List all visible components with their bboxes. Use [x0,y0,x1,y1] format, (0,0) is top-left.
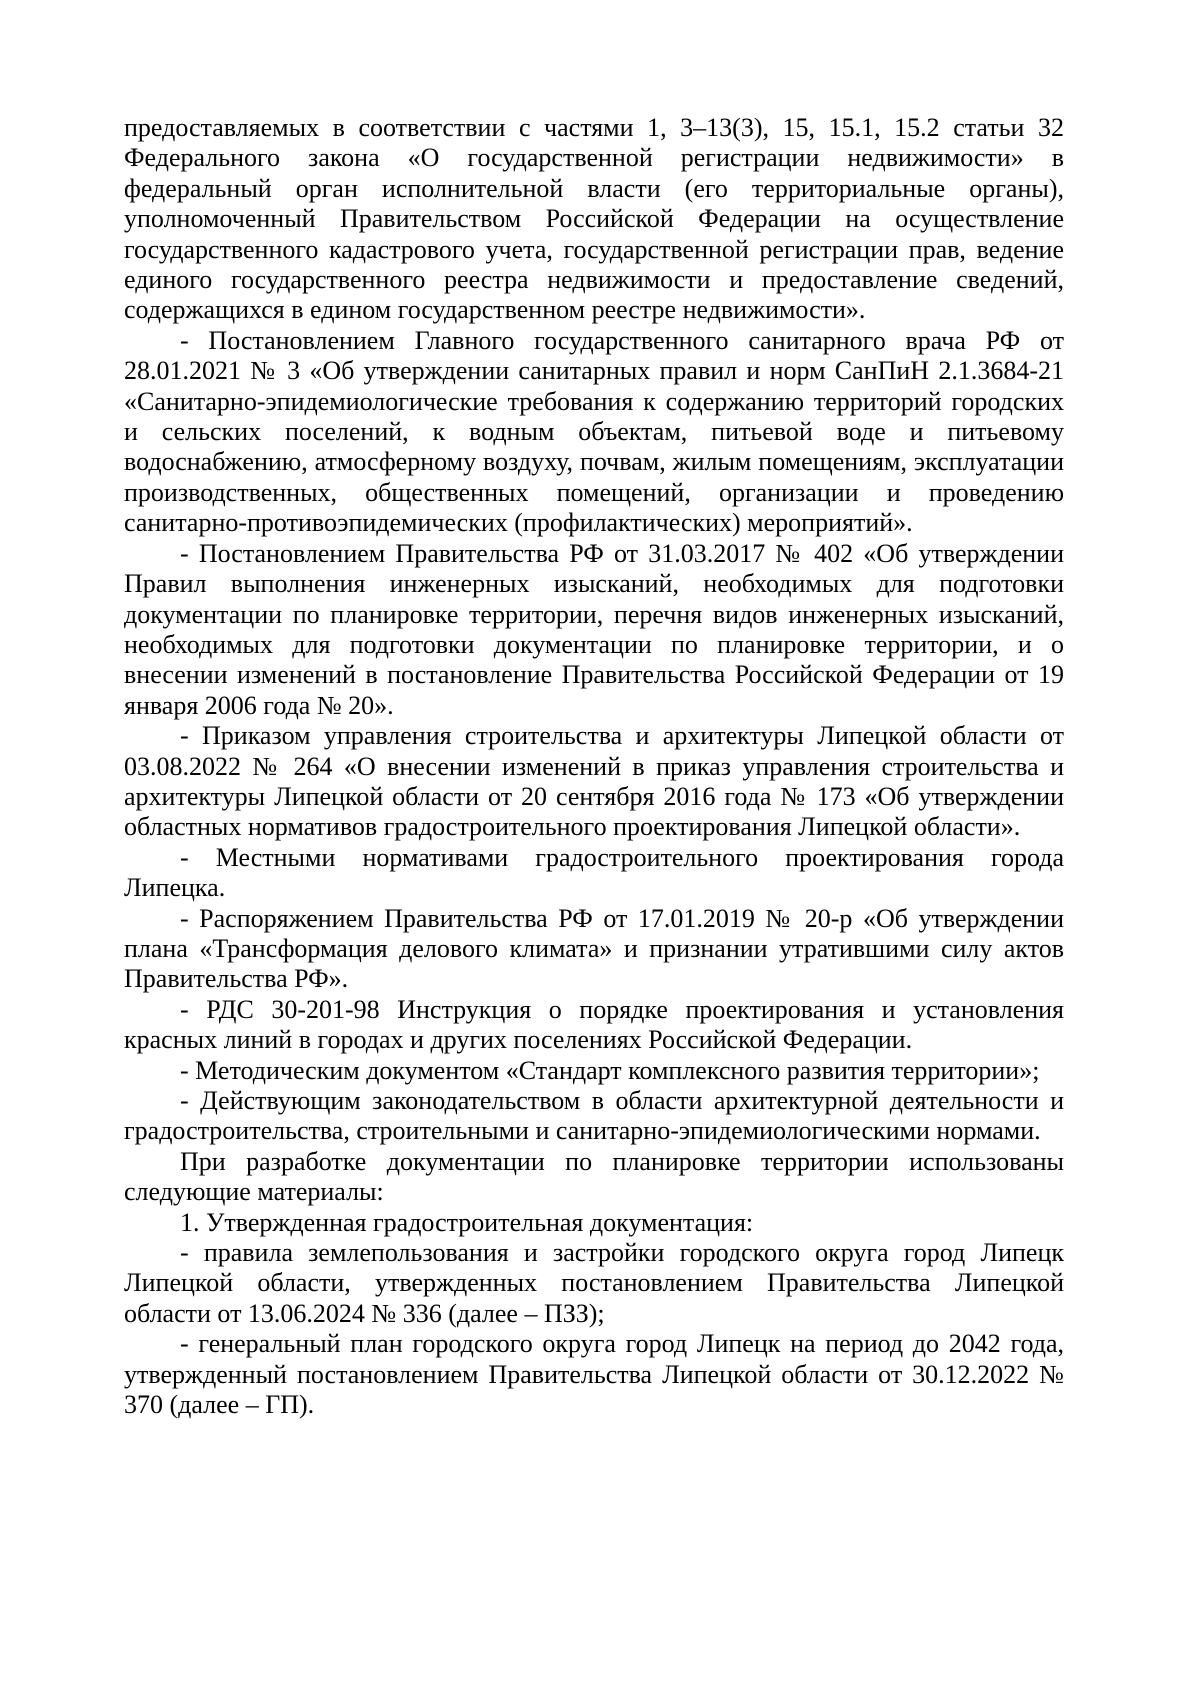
paragraph-engineering-surveys: - Постановлением Правительства РФ от 31.03.2017 № 402 «Об утверждении Правил выполнения инженерных изысканий, необходимых для подготовки документации по планировке территории, перечня видов инженерных изысканий, необходимых для подготовки документации по планировке территории, и о внесении изменений в постановление Правительства Российской Федерации от 19 января 2006 года № 20». [124,538,1064,720]
paragraph-pzz: - правила землепользования и застройки городского округа город Липецк Липецкой области, утвержденных постановлением Правительства Липецкой области от 13.06.2024 № 336 (далее – ПЗЗ); [124,1238,1064,1328]
paragraph-approved-docs: 1. Утвержденная градостроительная документация: [180,1207,754,1237]
paragraph-local-norms: - Местными нормативами градостроительного проектирования города Липецка. [124,842,1064,903]
paragraph-egrn-continuation: предоставляемых в соответствии с частями 1, 3–13(3), 15, 15.1, 15.2 статьи 32 Федерального закона «О государственной регистрации недвижимости» в федеральный орган исполнительной власти (его территориальные органы), уполномоченный Правительством Российской Федерации на осуществление государственного кадастрового учета, государственной регистрации прав, ведение единого государственного реестра недвижимости и предоставление сведений, содержащихся в едином государственном реестре недвижимости». [124,113,1064,325]
paragraph-business-climate: - Распоряжением Правительства РФ от 17.01.2019 № 20-р «Об утверждении плана «Трансформация делового климата» и признании утратившими силу актов Правительства РФ». [124,903,1064,994]
paragraph-sanpin: - Постановлением Главного государственного санитарного врача РФ от 28.01.2021 № 3 «Об утверждении санитарных правил и норм СанПиН 2.1.3684-21 «Санитарно-эпидемиологические требования к содержанию территорий городских и сельских поселений, к водным объектам, питьевой воде и питьевому водоснабжению, атмосферному воздуху, почвам, жилым помещениям, эксплуатации производственных, общественных помещений, организации и проведению санитарно-противоэпидемических (профилактических) мероприятий». [124,325,1064,538]
paragraph-general-plan: - генеральный план городского округа город Липецк на период до 2042 года, утвержденный постановлением Правительства Липецкой области от 30.12.2022 № 370 (далее – ГП). [124,1329,1064,1420]
document-page [124,113,1064,1420]
paragraph-rds: - РДС 30-201-98 Инструкция о порядке проектирования и установления красных линий в городах и других поселениях Российской Федерации. [124,994,1064,1055]
paragraph-legislation: - Действующим законодательством в области архитектурной деятельности и градостроительства, строительными и санитарно-эпидемиологическими нормами. [124,1086,1064,1146]
paragraph-regional-order: - Приказом управления строительства и архитектуры Липецкой области от 03.08.2022 № 264 «О внесении изменений в приказ управления строительства и архитектуры Липецкой области от 20 сентября 2016 года № 173 «Об утверждении областных нормативов градостроительного проектирования Липецкой области». [124,721,1064,842]
paragraph-materials-intro: При разработке документации по планировке территории использованы следующие материалы: [124,1146,1064,1207]
paragraph-kirt-standard: - Методическим документом «Стандарт комплексного развития территории»; [180,1055,1040,1085]
